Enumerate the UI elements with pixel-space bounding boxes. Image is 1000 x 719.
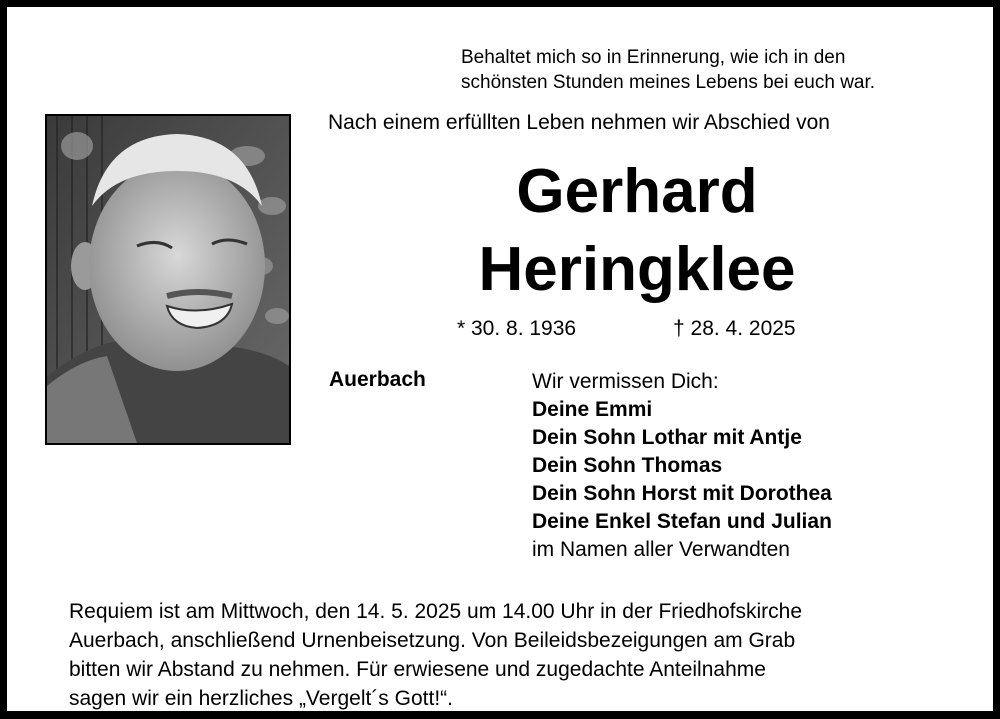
memorial-quote-line: Behaltet mich so in Erinnerung, wie ich in den (461, 47, 846, 68)
intro-text: Nach einem erfüllten Leben nehmen wir Abschied von (328, 111, 830, 134)
portrait-image-icon (47, 116, 289, 443)
mourners-closing: im Namen aller Verwandten (532, 538, 790, 561)
service-information (69, 597, 802, 713)
deceased-last-name: Heringklee (478, 235, 796, 304)
mourner-entry: Dein Sohn Lothar mit Antje (532, 426, 802, 449)
memorial-quote (461, 45, 981, 95)
service-line: Auerbach, anschließend Urnenbeisetzung. Von Beileidsbezeigungen am Grab (69, 629, 796, 652)
mourner-entry: Dein Sohn Horst mit Dorothea (532, 482, 832, 505)
place-name: Auerbach (329, 368, 426, 391)
mourner-entry: Deine Emmi (532, 398, 653, 421)
service-line: bitten wir Abstand zu nehmen. Für erwiesene und zugedachte Anteilnahme (69, 658, 766, 681)
service-line: Requiem ist am Mittwoch, den 14. 5. 2025 um 14.00 Uhr in der Friedhofskirche (69, 600, 803, 623)
birth-date: * 30. 8. 1936 (457, 317, 577, 340)
mourners-heading: Wir vermissen Dich: (532, 370, 719, 393)
mourner-entry: Dein Sohn Thomas (532, 454, 723, 477)
mourners-list (532, 368, 832, 564)
memorial-quote-line: schönsten Stunden meines Lebens bei euch war. (461, 72, 876, 93)
service-line: sagen wir ein herzliches „Vergelt´s Gott!“. (69, 687, 453, 710)
mourner-entry: Deine Enkel Stefan und Julian (532, 510, 832, 533)
portrait-photo (45, 114, 291, 445)
death-date: † 28. 4. 2025 (673, 317, 796, 340)
deceased-first-name: Gerhard (516, 157, 758, 226)
